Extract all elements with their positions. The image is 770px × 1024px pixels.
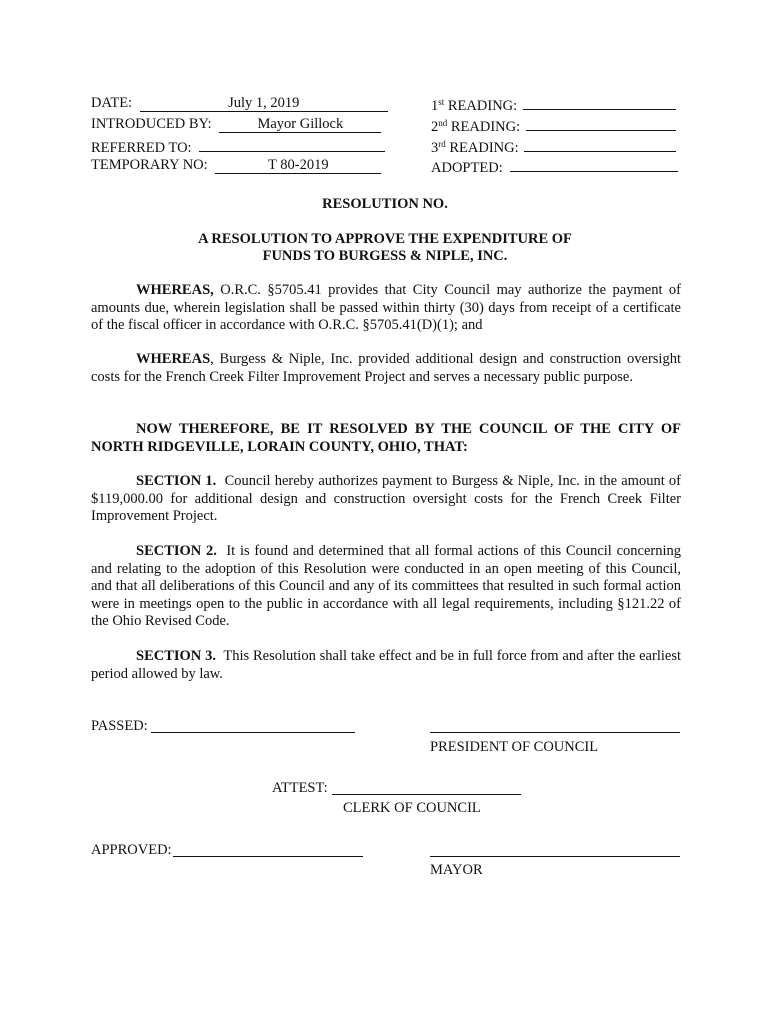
whereas-1-lead: WHEREAS, (136, 282, 214, 298)
second-reading-row (431, 115, 676, 136)
first-reading-label: READING: (447, 98, 518, 114)
resolution-number: RESOLUTION NO. (322, 196, 448, 212)
clerk-label: CLERK OF COUNCIL (343, 800, 481, 816)
adopted-field (510, 156, 678, 172)
temporary-no-field: T 80-2019 (215, 158, 381, 174)
mayor-signature-line (430, 855, 680, 857)
first-reading-sup: st (438, 97, 445, 107)
adopted-row (431, 156, 678, 177)
president-label: PRESIDENT OF COUNCIL (430, 739, 599, 755)
first-reading-num: 1 (431, 98, 439, 114)
president-signature-line (430, 731, 680, 733)
approved-label: APPROVED: (91, 842, 172, 858)
passed-signature-line (151, 731, 355, 733)
passed-label: PASSED: (91, 718, 148, 734)
introduced-by-row (91, 115, 381, 133)
section-1-text: Council hereby authorizes payment to Burgess & Niple, Inc. in the amount of $119,000.00 for additional design and construction oversight costs for the French Creek Filter Improvement Project. (91, 473, 685, 524)
third-reading-row (431, 136, 676, 157)
attest-signature-line (332, 793, 521, 795)
whereas-paragraph-1 (91, 282, 681, 335)
resolved-text: NOW THEREFORE, BE IT RESOLVED BY THE COUNCIL OF THE CITY OF NORTH RIDGEVILLE, LORAIN COUNTY, OHIO, THAT: (91, 421, 681, 455)
section-3-lead: SECTION 3. (136, 648, 216, 664)
second-reading-num: 2 (431, 119, 439, 135)
whereas-2-text: , Burgess & Niple, Inc. provided additional design and construction oversight costs for the French Creek Filter Improvement Project and serves a necessary public purpose. (91, 351, 681, 385)
section-2-lead: SECTION 2. (136, 543, 217, 559)
date-label: DATE: (91, 95, 133, 111)
first-reading-field (523, 94, 676, 110)
section-3-text: This Resolution shall take effect and be in full force from and after the earliest period allowed by law. (91, 648, 685, 682)
temporary-no-label: TEMPORARY NO: (91, 157, 208, 173)
date-row (91, 94, 388, 112)
section-1-paragraph (91, 473, 685, 526)
whereas-1-text: O.R.C. §5705.41 provides that City Council may authorize the payment of amounts due, wherein legislation shall be passed within thirty (30) days from receipt of a certificate of the fiscal officer in accordance with O.R.C. §5705.41(D)(1); and (91, 282, 681, 333)
adopted-label: ADOPTED: (431, 160, 503, 176)
resolution-title-line1: A RESOLUTION TO APPROVE THE EXPENDITURE OF (198, 231, 572, 247)
section-1-lead: SECTION 1. (136, 473, 217, 489)
third-reading-label: READING: (449, 140, 519, 156)
third-reading-sup: rd (438, 139, 446, 149)
whereas-paragraph-2 (91, 351, 681, 386)
date-field: July 1, 2019 (140, 96, 388, 112)
second-reading-label: READING: (450, 119, 521, 135)
first-reading-row (431, 94, 676, 115)
resolution-title-line2: FUNDS TO BURGESS & NIPLE, INC. (262, 248, 508, 264)
third-reading-num: 3 (431, 140, 439, 156)
referred-to-row (91, 136, 385, 157)
attest-label: ATTEST: (272, 780, 328, 796)
section-2-text: It is found and determined that all formal actions of this Council concerning and relating to the adoption of this Resolution were conducted in an open meeting of this Council, and that all deliberations of this Council and any of its committees that resulted in such formal action were in meetings open to the public in accordance with all legal requirements, including §121.22 of the Ohio Revised Code. (91, 543, 685, 629)
referred-to-label: REFERRED TO: (91, 140, 192, 156)
passed-row (91, 717, 148, 735)
whereas-2-lead: WHEREAS (136, 351, 211, 367)
mayor-label: MAYOR (430, 862, 483, 878)
approved-signature-line (173, 855, 363, 857)
second-reading-sup: nd (438, 118, 448, 128)
resolved-clause (91, 421, 681, 456)
referred-to-field (199, 136, 385, 152)
section-3-paragraph (91, 648, 685, 683)
introduced-by-field: Mayor Gillock (219, 117, 381, 133)
second-reading-field (526, 115, 676, 131)
introduced-by-label: INTRODUCED BY: (91, 116, 212, 132)
temporary-no-row (91, 156, 381, 174)
third-reading-field (524, 136, 676, 152)
section-2-paragraph (91, 543, 685, 631)
